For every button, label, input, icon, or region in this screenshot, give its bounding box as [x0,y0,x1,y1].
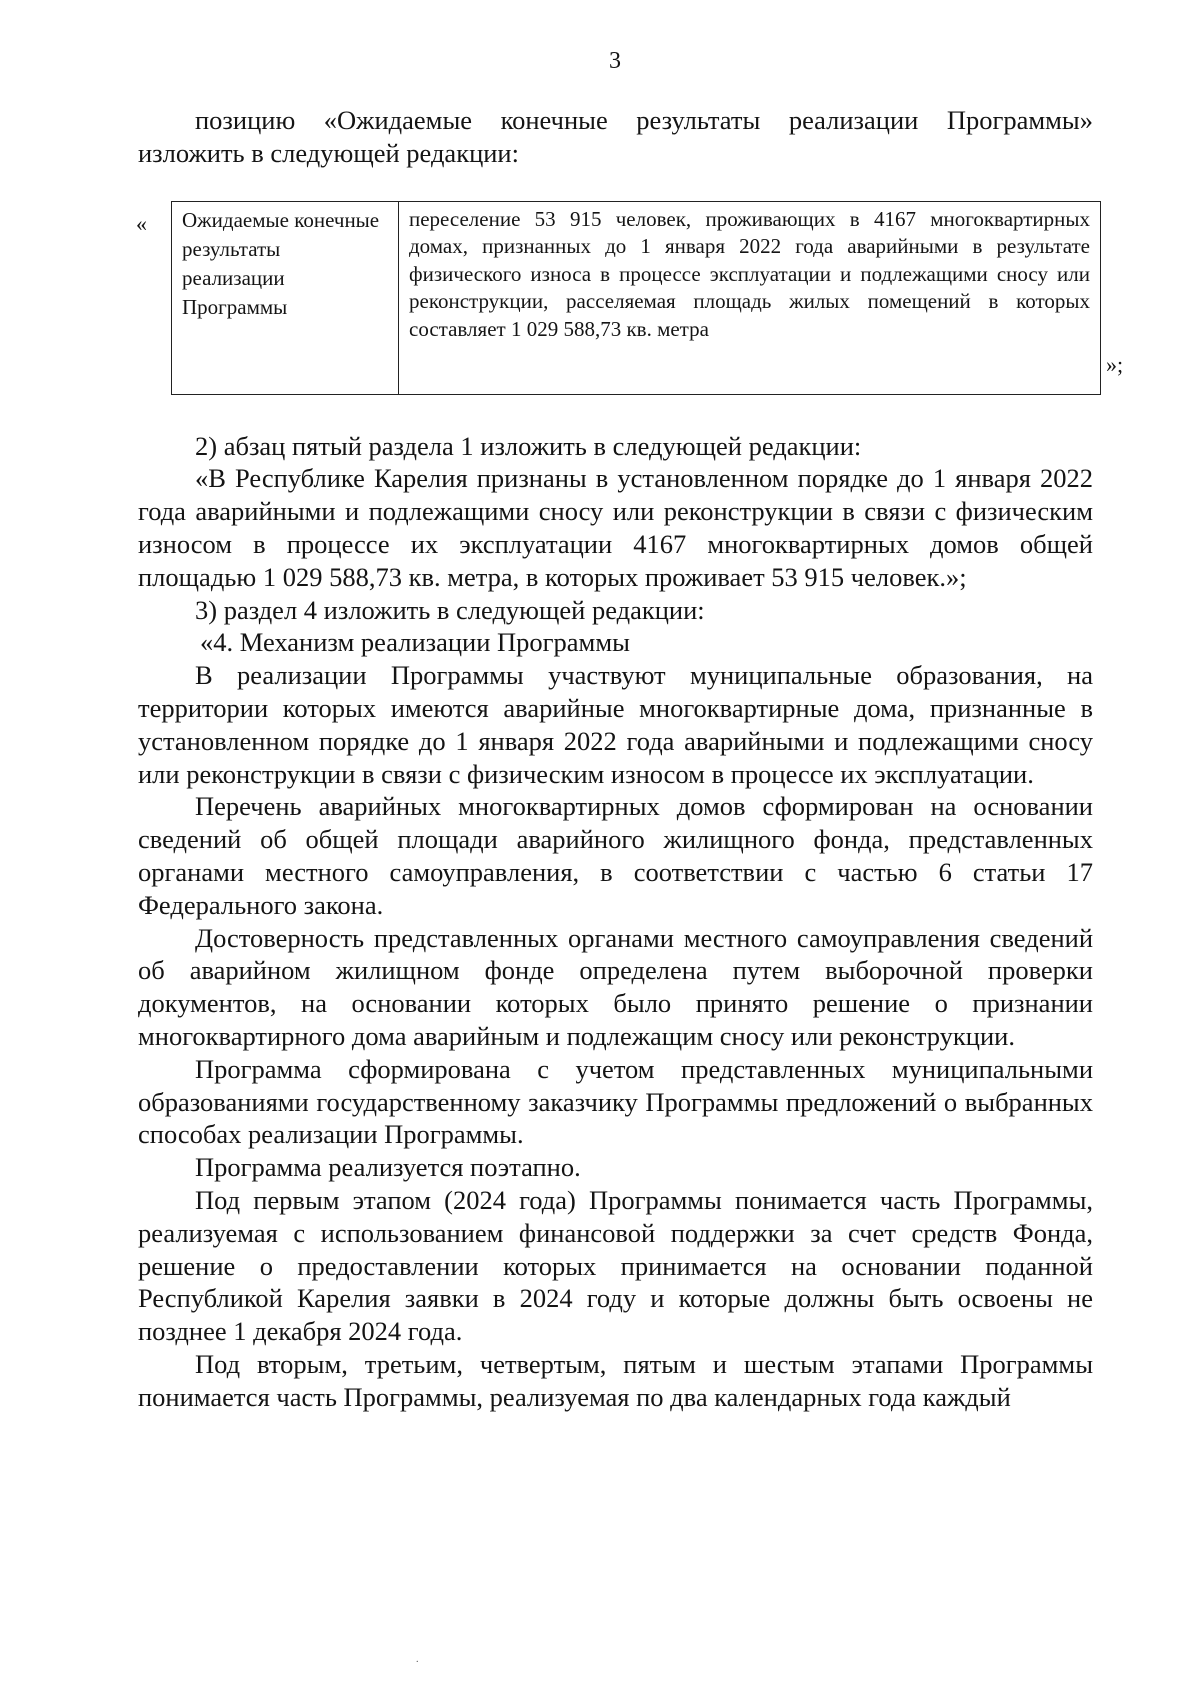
item-2-quote: «В Республике Карелия признаны в установленном порядке до 1 января 2022 года аварийными и подлежащими сносу или реконструкции в связи с физическим износом в процессе их эксплуатации 4167 многоквартирных домов общей площадью 1 029 588,73 кв. метра, в которых проживает 53 915 человек.»; [138,463,1093,592]
paragraph: Программа сформирована с учетом представленных муниципальными образованиями государственному заказчику Программы предложений о выбранных способах реализации Программы. [138,1053,1093,1150]
page-number: 3 [609,48,621,74]
intro-paragraph: позицию «Ожидаемые конечные результаты реализации Программы» изложить в следующей редакции: [138,105,1093,168]
results-table-block [136,201,1124,396]
paragraph: Программа реализуется поэтапно. [195,1152,581,1183]
item-2: 2) абзац пятый раздела 1 изложить в следующей редакции: [195,430,862,461]
document-body [136,104,1124,1414]
results-label-cell: Ожидаемые конечные результаты реализации Программы [172,201,399,394]
results-table [171,201,1101,395]
table-open-quote: « [136,210,147,236]
amendments [138,430,1093,627]
paragraph: В реализации Программы участвуют муниципальные образования, на территории которых имеются аварийные многоквартирные дома, признанные в установленном порядке до 1 января 2022 года аварийными и подлежащими сносу или реконструкции в связи с физическим износом в процессе их эксплуатации. [138,660,1093,789]
paragraph: Под первым этапом (2024 года) Программы понимается часть Программы, реализуемая с использованием финансовой поддержки за счет средств Фонда, решение о предоставлении которых принимается на основании поданной Республикой Карелия заявки в 2024 году и которые должны быть освоены не позднее 1 декабря 2024 года. [138,1184,1093,1347]
paragraph: Перечень аварийных многоквартирных домов сформирован на основании сведений об общей площади аварийного жилищного фонда, представленных органами местного самоуправления, в соответствии с частью 6 статьи 17 Федерального закона. [138,791,1093,920]
paragraph: Достоверность представленных органами местного самоуправления сведений об аварийном жилищном фонде определена путем выборочной проверки документов, на основании которых было принято решение о признании многоквартирного дома аварийным и подлежащим сносу или реконструкции. [138,922,1093,1051]
paragraph: Под вторым, третьим, четвертым, пятым и шестым этапами Программы понимается часть Программы, реализуемая по два календарных года каждый [138,1348,1093,1412]
item-3: 3) раздел 4 изложить в следующей редакции: [195,594,705,625]
footer-mark: . [416,1654,419,1665]
results-value-cell: переселение 53 915 человек, проживающих в 4167 многоквартирных домах, признанных до 1 января 2022 года аварийными в результате физического износа в процессе эксплуатации и подлежащими сносу или реконструкции, расселяемая площадь жилых помещений в которых составляет 1 029 588,73 кв. метра [399,201,1101,394]
section-heading: «4. Механизм реализации Программы [200,627,630,658]
table-close-quote: »; [1106,351,1124,377]
table-row [172,201,1101,394]
